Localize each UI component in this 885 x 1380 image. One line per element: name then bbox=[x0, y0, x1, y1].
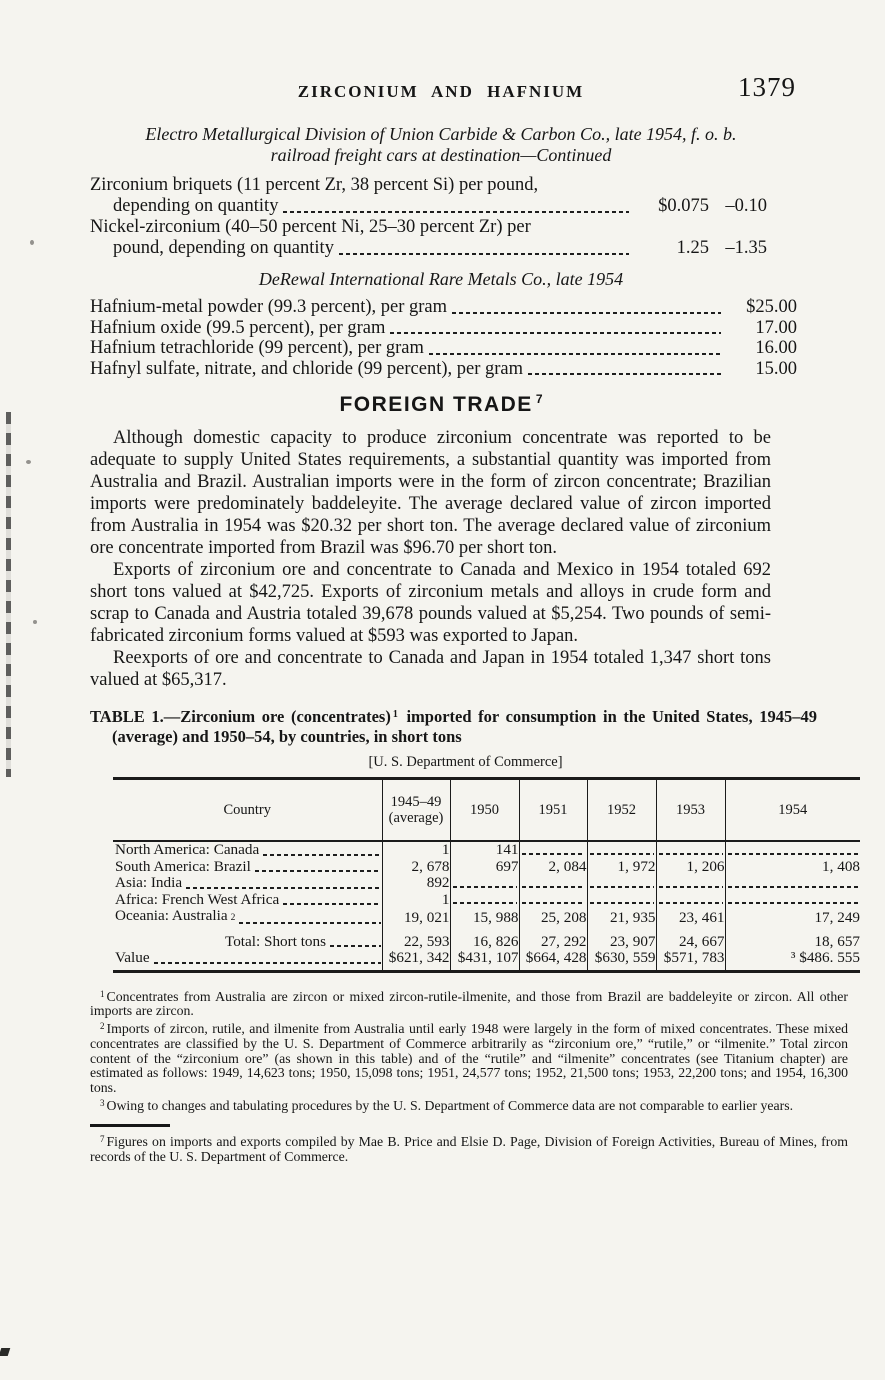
country-label: South America: Brazil bbox=[115, 857, 251, 875]
price-item: Hafnium tetrachloride (99 percent), per gram bbox=[90, 338, 424, 358]
col-header-1945-49: 1945–49 (average) bbox=[382, 779, 450, 842]
dot-leader bbox=[429, 353, 721, 355]
table-cell: 1 bbox=[382, 892, 450, 909]
table-cell bbox=[656, 841, 725, 859]
derewal-price-list bbox=[90, 297, 797, 379]
footnote-reference: 1 bbox=[392, 709, 398, 720]
table-cell: 23, 907 bbox=[587, 934, 656, 951]
price-value: 17.00 bbox=[755, 317, 797, 338]
price-entry bbox=[90, 217, 767, 259]
continued-heading-line2: railroad freight cars at destination—Continued bbox=[270, 145, 612, 165]
table-cell: 23, 461 bbox=[656, 908, 725, 934]
price-line bbox=[90, 297, 797, 318]
col-header-1951: 1951 bbox=[519, 779, 587, 842]
table-cell: $630, 559 bbox=[587, 950, 656, 971]
col-header-1952: 1952 bbox=[587, 779, 656, 842]
table-row bbox=[113, 875, 860, 892]
table-cell bbox=[725, 875, 860, 892]
country-cell bbox=[113, 908, 382, 934]
paragraph: Exports of zirconium ore and concentrate to Canada and Mexico in 1954 totaled 692 short tons valued at $42,725. Exports of zirconium metals and alloys in crude form and scrap to Canada and Austria totaled 39,678 pounds valued at $5,254. Two pounds of semi-fabricated zirconium forms valued at $593 was exported to Japan. bbox=[90, 560, 771, 646]
table-caption-rest: imported for consumption in the United States, 1945–49 (average) and 1950–54, by countries, in short tons bbox=[112, 707, 817, 746]
table-cell bbox=[656, 892, 725, 909]
footnote bbox=[90, 1096, 848, 1114]
table-cell bbox=[587, 841, 656, 859]
table-body bbox=[113, 841, 860, 934]
dot-leader bbox=[283, 903, 380, 905]
table-cell: 18, 657 bbox=[725, 934, 860, 951]
country-label: North America: Canada bbox=[115, 841, 260, 858]
col-header-1954: 1954 bbox=[725, 779, 860, 842]
footnote-text: Owing to changes and tabulating procedures by the U. S. Department of Commerce data are not comparable to earlier years. bbox=[106, 1098, 794, 1114]
table-cell bbox=[725, 892, 860, 909]
dot-leader bbox=[528, 373, 721, 375]
price-line bbox=[90, 318, 797, 339]
table-cell: 16, 826 bbox=[450, 934, 519, 951]
price-value: $0.075 bbox=[658, 196, 709, 216]
scan-speck bbox=[33, 620, 37, 624]
price-entry bbox=[90, 175, 767, 217]
table-cell: 1, 972 bbox=[587, 859, 656, 876]
footnote-marker: 7 bbox=[100, 1133, 105, 1144]
table-cell: 21, 935 bbox=[587, 908, 656, 934]
country-cell bbox=[113, 892, 382, 909]
footnote-text: Imports of zircon, rutile, and ilmenite from Australia until early 1948 were largely in the form of mixed concentrates. These mixed concentrates are classified by the U. S. Department of Commerce arbitrarily as “zirconium ore,” “rutile,” or “ilmenite.” Total zircon content of the “zirconium ore” (as shown in this table) and of the “rutile” and “ilmenite” concentrates (see Titanium chapter) are estimated as follows: 1949, 14,623 tons; 1950, 15,098 tons; 1951, 24,577 tons; 1952, 21,500 tons; 1953, 22,200 tons; and 1954, 16,300 tons. bbox=[90, 1021, 848, 1096]
table-caption-lead: TABLE 1.—Zirconium ore (concentrates) bbox=[90, 707, 391, 726]
derewal-heading: DeRewal International Rare Metals Co., late 1954 bbox=[258, 269, 624, 289]
table-cell bbox=[519, 841, 587, 859]
dot-leader bbox=[452, 312, 721, 314]
table-cell: 2, 084 bbox=[519, 859, 587, 876]
price-entry-line2 bbox=[90, 196, 767, 217]
table-cell: ³ $486. 555 bbox=[725, 950, 860, 971]
price-entry-continuation: depending on quantity bbox=[113, 196, 279, 216]
source-footnote bbox=[90, 1132, 848, 1165]
table-cell bbox=[587, 875, 656, 892]
dot-leader bbox=[390, 332, 721, 334]
section-title-foreign-trade bbox=[90, 392, 792, 417]
table-footnotes bbox=[90, 987, 848, 1114]
section-title-text: FOREIGN TRADE bbox=[339, 393, 533, 416]
price-value: 1.25 bbox=[676, 238, 709, 258]
table-cell: 892 bbox=[382, 875, 450, 892]
table-cell: 1 bbox=[382, 841, 450, 859]
table-cell bbox=[725, 841, 860, 859]
table-source: [U. S. Department of Commerce] bbox=[368, 754, 563, 770]
col-header-1950: 1950 bbox=[450, 779, 519, 842]
table-row bbox=[113, 892, 860, 909]
price-item: Hafnyl sulfate, nitrate, and chloride (99 percent), per gram bbox=[90, 358, 524, 379]
table-cell: 141 bbox=[450, 841, 519, 859]
price-range: –1.35 bbox=[725, 238, 767, 258]
table-caption bbox=[90, 705, 817, 747]
table-cell: 22, 593 bbox=[382, 934, 450, 951]
table-row bbox=[113, 841, 860, 859]
country-cell bbox=[113, 875, 382, 892]
table-cell: 25, 208 bbox=[519, 908, 587, 934]
footnote bbox=[90, 1132, 848, 1165]
table-cell bbox=[519, 892, 587, 909]
total-row bbox=[113, 934, 860, 951]
country-label: Africa: French West Africa bbox=[115, 890, 280, 908]
total-label-cell bbox=[113, 934, 382, 951]
table-cell bbox=[450, 892, 519, 909]
price-entry-line1: Nickel-zirconium (40–50 percent Ni, 25–30 percent Zr) per bbox=[90, 217, 531, 237]
table-header bbox=[113, 779, 860, 842]
footnote bbox=[90, 1019, 848, 1096]
continued-heading bbox=[90, 124, 792, 166]
footnote bbox=[90, 987, 848, 1020]
table-row bbox=[113, 908, 860, 934]
dot-leader bbox=[154, 962, 381, 964]
footnote-marker: 3 bbox=[100, 1098, 105, 1109]
scan-speck bbox=[26, 460, 31, 464]
price-entry-line2 bbox=[90, 238, 767, 259]
ink-mark-artifact bbox=[0, 1348, 10, 1356]
footnote-marker: 1 bbox=[100, 988, 105, 999]
binding-shadow-artifact bbox=[6, 412, 11, 777]
footnote-reference: 7 bbox=[535, 392, 543, 406]
table-cell: 1, 206 bbox=[656, 859, 725, 876]
table-cell: 27, 292 bbox=[519, 934, 587, 951]
table-totals bbox=[113, 934, 860, 972]
footnote-text: Figures on imports and exports compiled by Mae B. Price and Elsie D. Page, Division of Foreign Activities, Bureau of Mines, from records of the U. S. Department of Commerce. bbox=[90, 1133, 848, 1164]
table-cell: 19, 021 bbox=[382, 908, 450, 934]
footnote-text: Concentrates from Australia are zircon or mixed zircon-rutile-ilmenite, and those from Brazil are baddeleyite or zircon. All other imports are zircon. bbox=[90, 988, 848, 1019]
country-label: Oceania: Australia bbox=[115, 907, 228, 924]
table-cell: $664, 428 bbox=[519, 950, 587, 971]
page-number: 1379 bbox=[738, 72, 796, 102]
imports-table bbox=[113, 777, 860, 973]
body-paragraphs bbox=[90, 427, 771, 691]
price-item: Hafnium oxide (99.5 percent), per gram bbox=[90, 317, 386, 338]
footnote-marker: 2 bbox=[100, 1021, 105, 1032]
country-label: Asia: India bbox=[115, 874, 183, 891]
dot-leader bbox=[283, 211, 629, 213]
price-item: Hafnium-metal powder (99.3 percent), per gram bbox=[90, 297, 448, 317]
paragraph: Although domestic capacity to produce zirconium concentrate was reported to be adequate to supply United States requirements, a substantial quantity was imported from Australia and Brazil. Australian imports were in the form of zircon concentrate; Brazilian imports were predominately baddeleyite. The average declared value of zircon imported from Australia in 1954 was $20.32 per short ton. The average declared value of zirconium ore concentrate imported from Brazil was $96.70 per short ton. bbox=[90, 428, 771, 558]
table-cell: 1, 408 bbox=[725, 859, 860, 876]
price-value: $25.00 bbox=[746, 297, 797, 317]
table-cell bbox=[587, 892, 656, 909]
price-range: –0.10 bbox=[725, 196, 767, 216]
table-cell: 17, 249 bbox=[725, 908, 860, 934]
table-cell bbox=[519, 875, 587, 892]
table-cell: $571, 783 bbox=[656, 950, 725, 971]
price-line bbox=[90, 359, 797, 380]
total-label-cell bbox=[113, 950, 382, 971]
electro-price-list bbox=[90, 175, 767, 259]
dot-leader bbox=[255, 870, 381, 872]
price-value: 15.00 bbox=[755, 358, 797, 379]
dot-leader bbox=[263, 854, 380, 856]
price-line bbox=[90, 338, 797, 359]
table-cell bbox=[656, 875, 725, 892]
table-cell: $431, 107 bbox=[450, 950, 519, 971]
continued-heading-line1: Electro Metallurgical Division of Union Carbide & Carbon Co., late 1954, f. o. b. bbox=[145, 124, 737, 144]
table-cell bbox=[450, 875, 519, 892]
footnote-separator-rule bbox=[90, 1124, 170, 1127]
total-label: Total: Short tons bbox=[225, 932, 327, 950]
country-cell bbox=[113, 841, 382, 859]
col-header-country: Country bbox=[113, 779, 382, 842]
total-row bbox=[113, 950, 860, 971]
price-entry-line1: Zirconium briquets (11 percent Zr, 38 percent Si) per pound, bbox=[90, 175, 539, 195]
price-value: 16.00 bbox=[755, 338, 797, 358]
dot-leader bbox=[186, 887, 380, 889]
country-cell bbox=[113, 859, 382, 876]
table-cell: 2, 678 bbox=[382, 859, 450, 876]
table-cell: 15, 988 bbox=[450, 908, 519, 934]
dot-leader bbox=[339, 253, 629, 255]
scan-speck bbox=[30, 240, 34, 245]
col-header-1953: 1953 bbox=[656, 779, 725, 842]
dot-leader bbox=[239, 922, 380, 924]
paragraph: Reexports of ore and concentrate to Canada and Japan in 1954 totaled 1,347 short tons valued at $65,317. bbox=[90, 648, 771, 690]
total-label: Value bbox=[115, 949, 150, 966]
table-cell: $621, 342 bbox=[382, 950, 450, 971]
footnote-reference: 2 bbox=[230, 913, 236, 923]
dot-leader bbox=[330, 945, 380, 947]
table-cell: 697 bbox=[450, 859, 519, 876]
price-entry-continuation: pound, depending on quantity bbox=[113, 238, 334, 258]
table-row bbox=[113, 859, 860, 876]
table-cell: 24, 667 bbox=[656, 934, 725, 951]
running-title: ZIRCONIUM AND HAFNIUM bbox=[297, 82, 585, 101]
running-header bbox=[90, 72, 796, 110]
